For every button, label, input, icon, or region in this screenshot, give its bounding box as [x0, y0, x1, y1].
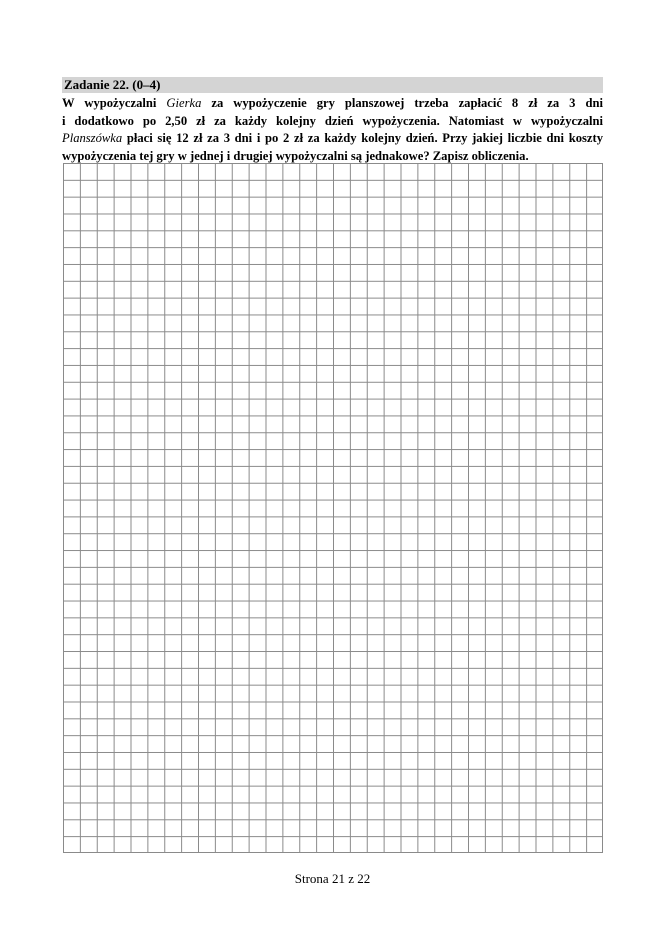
task-line-1 [62, 95, 603, 113]
task-title: Zadanie 22. (0–4) [64, 77, 161, 92]
rental-name-gierka: Gierka [166, 96, 202, 110]
rental-name-planszowka: Planszówka [62, 131, 123, 145]
answer-grid[interactable] [63, 163, 603, 853]
task-text: W wypożyczalni [62, 96, 167, 110]
task-line-4: wypożyczenia tej gry w jednej i drugiej wypożyczalni są jednakowe? Zapisz obliczenia. [62, 148, 529, 163]
page-number: Strona 21 z 22 [294, 871, 371, 886]
task-text: za wypożyczenie gry planszowej trzeba zapłacić 8 zł za 3 dni [201, 96, 603, 110]
task-statement [62, 95, 603, 165]
task-line-2: i dodatkowo po 2,50 zł za każdy kolejny dzień wypożyczenia. Natomiast w wypożyczalni [62, 113, 603, 128]
task-header-bar [62, 77, 603, 93]
task-line-3 [62, 130, 603, 148]
task-text: płaci się 12 zł za 3 dni i po 2 zł za każdy kolejny dzień. Przy jakiej liczbie dni koszty [122, 131, 603, 145]
